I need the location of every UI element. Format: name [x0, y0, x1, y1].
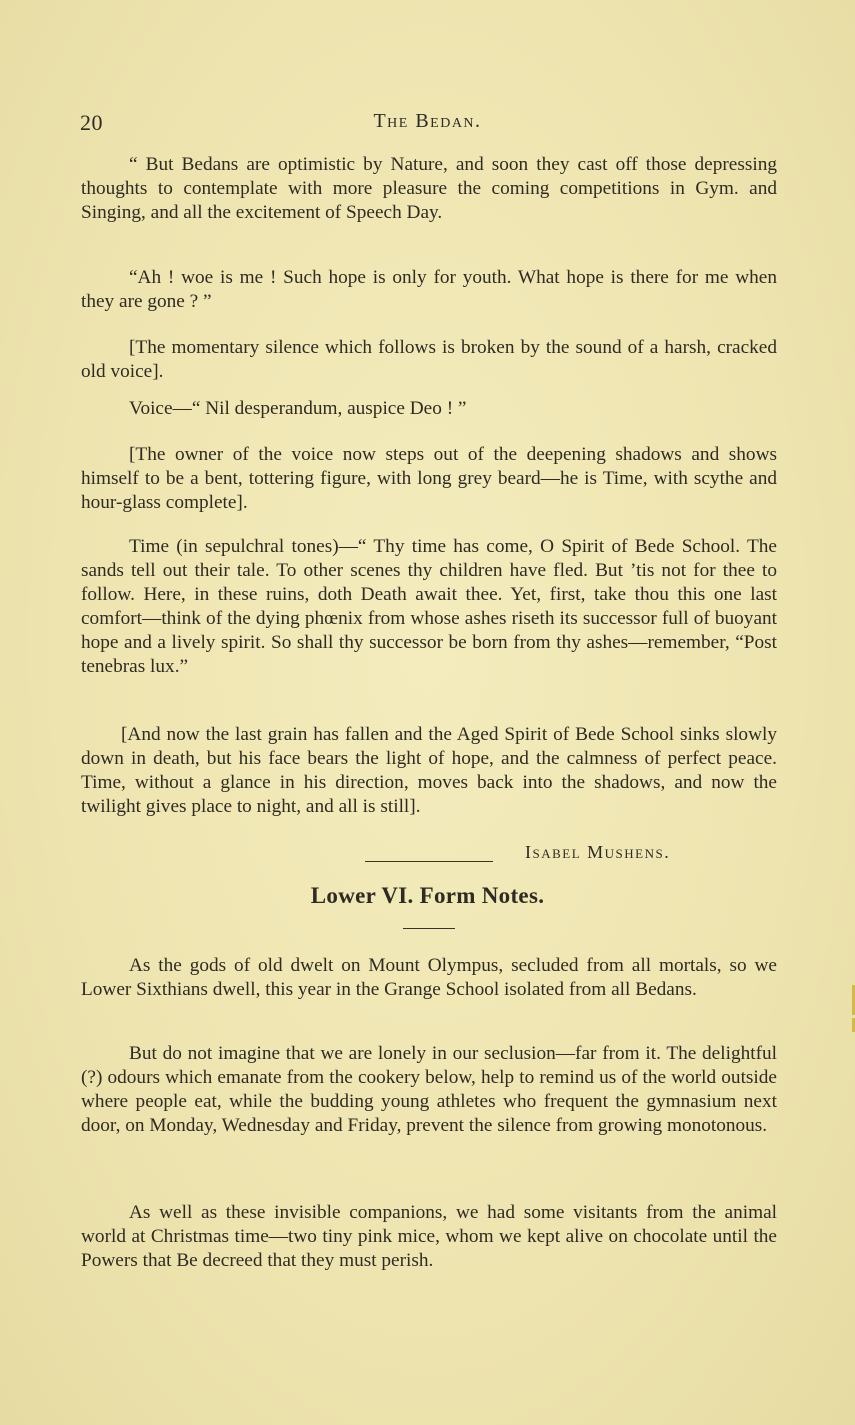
signature-rule — [365, 861, 493, 862]
paragraph-woe-is-me: “Ah ! woe is me ! Such hope is only for youth. What hope is there for me when they are gone ? ” — [81, 267, 777, 312]
paragraph-seclusion: But do not imagine that we are lonely in our seclusion—far from it. The delightful (?) odours which emanate from the cookery below, help to remind us of the world outside where people eat, while the budding young athletes who frequent the gymnasium next door, on Monday, Wednesday and Friday, prevent the silence from growing monotonous. — [81, 1043, 777, 1136]
paragraph-mice: As well as these invisible companions, we had some visitants from the animal world at Christmas time—two tiny pink mice, whom we kept alive on chocolate until the Powers that Be decreed that they must perish. — [81, 1202, 777, 1271]
page-number: 20 — [80, 110, 103, 135]
paragraph-silence: [The momentary silence which follows is broken by the sound of a harsh, cracked old voice]. — [81, 337, 777, 382]
paragraph-spirit-dies: [And now the last grain has fallen and the Aged Spirit of Bede School sinks slowly down in death, but his face bears the light of hope, and the calmness of perfect peace. Time, without a glance in his direction, moves back into the shadows, and now the twilight gives place to night, and all is still]. — [81, 724, 777, 817]
running-head: The Bedan. — [373, 110, 482, 132]
section-heading: Lower VI. Form Notes. — [310, 883, 545, 908]
paragraph-olympus: As the gods of old dwelt on Mount Olympus, secluded from all mortals, so we Lower Sixthians dwell, this year in the Grange School isolated from all Bedans. — [81, 955, 777, 1000]
paragraph-optimistic: “ But Bedans are optimistic by Nature, and soon they cast off those depressing thoughts to contemplate with more pleasure the coming competitions in Gym. and Singing, and all the excitement of Speech Day. — [81, 154, 777, 223]
paragraph-time-appears: [The owner of the voice now steps out of the deepening shadows and shows himself to be a bent, tottering figure, with long grey beard—he is Time, with scythe and hour-glass complete]. — [81, 444, 777, 513]
author-signature: Isabel Mushens. — [525, 842, 671, 862]
paragraph-time-speaks: Time (in sepulchral tones)—“ Thy time has come, O Spirit of Bede School. The sands tell out their tale. To other scenes thy children have fled. But ’tis not for thee to follow. Here, in these ruins, doth Death await thee. Yet, first, take thou this one last comfort—think of the dying phœnix from whose ashes riseth its successor full of buoyant hope and a lively spirit. So shall thy successor be born from thy ashes—remember, “Post tenebras lux.” — [81, 536, 777, 677]
heading-rule — [403, 928, 455, 929]
paragraph-voice: Voice—“ Nil desperandum, auspice Deo ! ” — [129, 398, 467, 419]
